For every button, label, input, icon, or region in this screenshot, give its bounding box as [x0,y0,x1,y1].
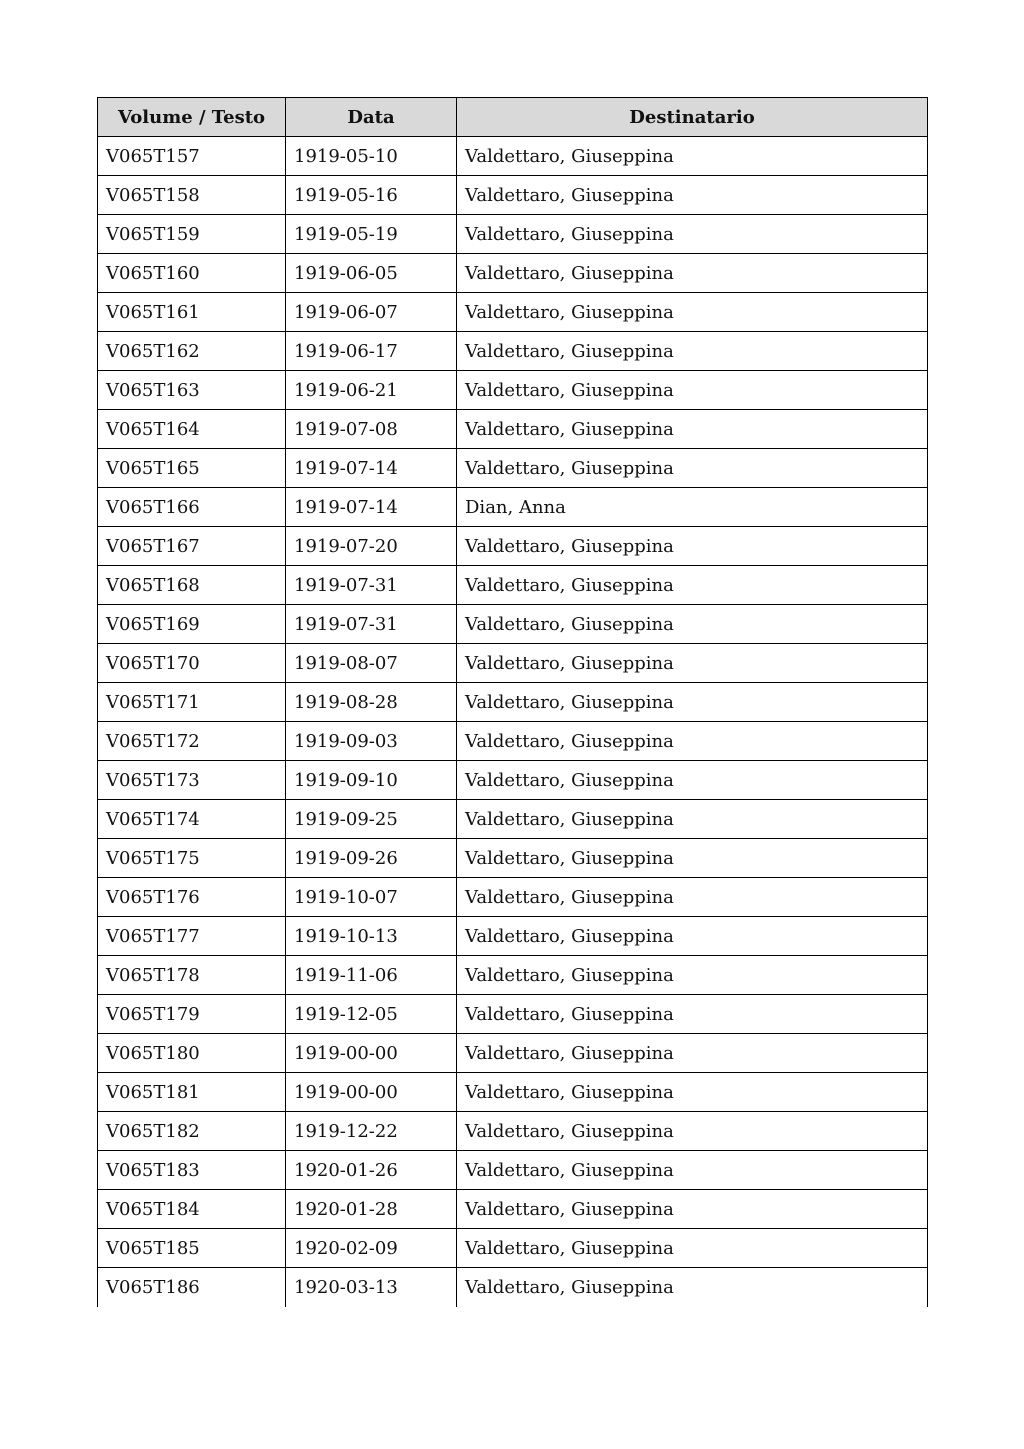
table-row [98,488,928,527]
header-destinatario: Destinatario [457,98,928,137]
table-row [98,956,928,995]
table-row [98,683,928,722]
cell-volume-testo: V065T170 [98,644,286,683]
cell-data: 1919-10-13 [286,917,457,956]
table-row [98,839,928,878]
cell-data: 1919-08-07 [286,644,457,683]
cell-destinatario: Valdettaro, Giuseppina [457,1073,928,1112]
cell-data: 1919-07-14 [286,488,457,527]
cell-destinatario: Valdettaro, Giuseppina [457,995,928,1034]
header-volume-testo: Volume / Testo [98,98,286,137]
cell-volume-testo: V065T169 [98,605,286,644]
cell-destinatario: Valdettaro, Giuseppina [457,839,928,878]
table-row [98,1151,928,1190]
cell-volume-testo: V065T157 [98,137,286,176]
cell-destinatario: Valdettaro, Giuseppina [457,644,928,683]
cell-data: 1919-07-20 [286,527,457,566]
table-row [98,137,928,176]
header-data: Data [286,98,457,137]
table-row [98,995,928,1034]
cell-data: 1919-12-05 [286,995,457,1034]
table-row [98,527,928,566]
cell-data: 1919-09-25 [286,800,457,839]
cell-data: 1919-06-17 [286,332,457,371]
table-row [98,332,928,371]
table-row [98,566,928,605]
cell-data: 1919-09-03 [286,722,457,761]
cell-destinatario: Valdettaro, Giuseppina [457,683,928,722]
cell-destinatario: Valdettaro, Giuseppina [457,527,928,566]
cell-data: 1919-05-16 [286,176,457,215]
cell-data: 1919-07-31 [286,566,457,605]
cell-volume-testo: V065T165 [98,449,286,488]
cell-destinatario: Valdettaro, Giuseppina [457,215,928,254]
cell-volume-testo: V065T177 [98,917,286,956]
cell-destinatario: Valdettaro, Giuseppina [457,254,928,293]
cell-data: 1920-01-26 [286,1151,457,1190]
cell-data: 1919-09-10 [286,761,457,800]
cell-destinatario: Valdettaro, Giuseppina [457,956,928,995]
table-row [98,293,928,332]
table-row [98,644,928,683]
cell-destinatario: Valdettaro, Giuseppina [457,293,928,332]
cell-data: 1920-01-28 [286,1190,457,1229]
cell-volume-testo: V065T172 [98,722,286,761]
cell-data: 1919-00-00 [286,1034,457,1073]
cell-volume-testo: V065T180 [98,1034,286,1073]
table-row [98,215,928,254]
cell-volume-testo: V065T181 [98,1073,286,1112]
table-row [98,1034,928,1073]
cell-volume-testo: V065T164 [98,410,286,449]
table-header [98,98,928,137]
cell-volume-testo: V065T186 [98,1268,286,1307]
header-row [98,98,928,137]
table-body [98,137,928,1307]
cell-destinatario: Valdettaro, Giuseppina [457,1112,928,1151]
cell-volume-testo: V065T176 [98,878,286,917]
cell-destinatario: Valdettaro, Giuseppina [457,917,928,956]
cell-destinatario: Valdettaro, Giuseppina [457,176,928,215]
cell-data: 1919-05-19 [286,215,457,254]
cell-data: 1920-02-09 [286,1229,457,1268]
cell-volume-testo: V065T185 [98,1229,286,1268]
cell-destinatario: Valdettaro, Giuseppina [457,566,928,605]
cell-volume-testo: V065T162 [98,332,286,371]
cell-volume-testo: V065T166 [98,488,286,527]
cell-volume-testo: V065T173 [98,761,286,800]
cell-data: 1919-10-07 [286,878,457,917]
cell-volume-testo: V065T167 [98,527,286,566]
cell-volume-testo: V065T160 [98,254,286,293]
cell-data: 1919-06-05 [286,254,457,293]
cell-data: 1919-07-08 [286,410,457,449]
table-row [98,410,928,449]
cell-volume-testo: V065T161 [98,293,286,332]
cell-destinatario: Valdettaro, Giuseppina [457,449,928,488]
cell-data: 1919-07-31 [286,605,457,644]
letters-table [97,97,928,1307]
cell-data: 1919-11-06 [286,956,457,995]
cell-destinatario: Valdettaro, Giuseppina [457,722,928,761]
cell-data: 1919-00-00 [286,1073,457,1112]
cell-data: 1919-05-10 [286,137,457,176]
cell-destinatario: Valdettaro, Giuseppina [457,1190,928,1229]
cell-volume-testo: V065T182 [98,1112,286,1151]
cell-volume-testo: V065T158 [98,176,286,215]
cell-volume-testo: V065T184 [98,1190,286,1229]
table-row [98,878,928,917]
table-row [98,1268,928,1307]
table-row [98,371,928,410]
cell-data: 1919-09-26 [286,839,457,878]
cell-destinatario: Valdettaro, Giuseppina [457,605,928,644]
cell-destinatario: Valdettaro, Giuseppina [457,371,928,410]
cell-volume-testo: V065T174 [98,800,286,839]
cell-volume-testo: V065T183 [98,1151,286,1190]
table-row [98,761,928,800]
cell-destinatario: Valdettaro, Giuseppina [457,137,928,176]
table-row [98,1112,928,1151]
cell-destinatario: Valdettaro, Giuseppina [457,878,928,917]
cell-destinatario: Valdettaro, Giuseppina [457,761,928,800]
cell-volume-testo: V065T159 [98,215,286,254]
table-row [98,1073,928,1112]
cell-destinatario: Valdettaro, Giuseppina [457,1229,928,1268]
cell-data: 1919-06-21 [286,371,457,410]
cell-destinatario: Valdettaro, Giuseppina [457,800,928,839]
cell-destinatario: Valdettaro, Giuseppina [457,1268,928,1307]
cell-destinatario: Valdettaro, Giuseppina [457,410,928,449]
table-row [98,800,928,839]
table-row [98,917,928,956]
cell-destinatario: Valdettaro, Giuseppina [457,332,928,371]
cell-data: 1919-07-14 [286,449,457,488]
cell-destinatario: Dian, Anna [457,488,928,527]
cell-data: 1919-12-22 [286,1112,457,1151]
cell-volume-testo: V065T168 [98,566,286,605]
cell-volume-testo: V065T179 [98,995,286,1034]
cell-volume-testo: V065T175 [98,839,286,878]
cell-volume-testo: V065T178 [98,956,286,995]
table-row [98,722,928,761]
cell-volume-testo: V065T171 [98,683,286,722]
table-row [98,449,928,488]
table-row [98,176,928,215]
cell-data: 1919-08-28 [286,683,457,722]
cell-destinatario: Valdettaro, Giuseppina [457,1034,928,1073]
cell-volume-testo: V065T163 [98,371,286,410]
table-row [98,254,928,293]
table-row [98,1190,928,1229]
cell-data: 1920-03-13 [286,1268,457,1307]
cell-destinatario: Valdettaro, Giuseppina [457,1151,928,1190]
table-row [98,1229,928,1268]
cell-data: 1919-06-07 [286,293,457,332]
table-row [98,605,928,644]
